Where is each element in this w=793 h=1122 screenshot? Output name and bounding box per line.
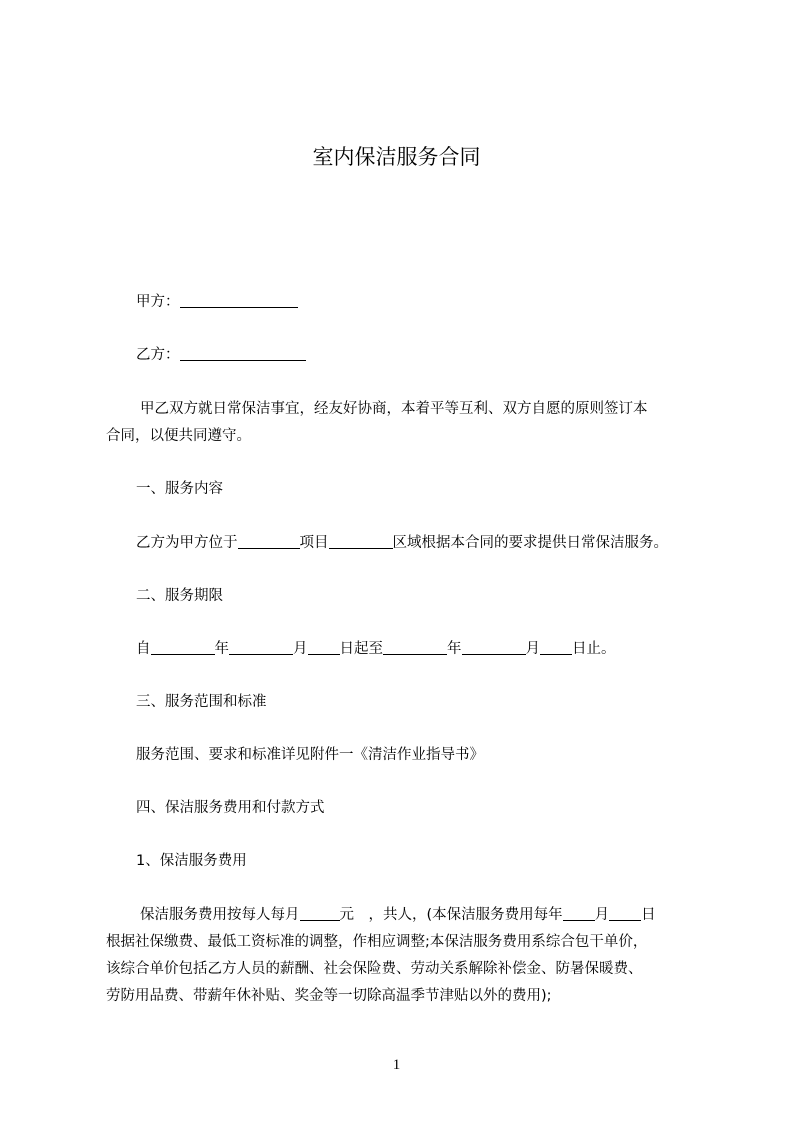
party-a-label: 甲方： <box>136 294 180 310</box>
page-number: 1 <box>392 1057 401 1073</box>
page-title: 室内保洁服务合同 <box>312 145 481 169</box>
period-year1: 年 <box>214 641 229 657</box>
section2-period <box>136 638 616 660</box>
intro-line-2: 合同，以便共同遵守。 <box>106 428 251 444</box>
fee-paragraph-line-4: 劳防用品费、带薪年休补贴、奖金等一切除高温季节津贴以外的费用); <box>106 988 552 1004</box>
section1-text <box>136 532 668 554</box>
section1-text-a: 乙方为甲方位于 <box>136 535 238 551</box>
party-b-label: 乙方： <box>136 347 180 363</box>
party-a-line <box>136 291 298 313</box>
fee-paragraph-line-3: 该综合单价包括乙方人员的薪酬、社会保险费、劳动关系解除补偿金、防暑保暖费、 <box>106 961 643 977</box>
section3-text: 服务范围、要求和标准详见附件一《清洁作业指导书》 <box>136 747 484 763</box>
project-blank <box>329 534 393 549</box>
period-from: 自 <box>136 641 151 657</box>
fee-text-d: 日 <box>641 907 656 923</box>
adjust-month-blank <box>563 906 595 921</box>
fee-text-b: 元 ，共人，(本保洁服务费用每年 <box>339 907 563 923</box>
period-day1: 日起至 <box>339 641 383 657</box>
party-b-blank <box>180 346 306 361</box>
section4-subheading-1: 1、保洁服务费用 <box>136 853 247 869</box>
start-year-blank <box>151 640 215 655</box>
fee-text-c: 月 <box>594 907 610 923</box>
period-year2: 年 <box>447 641 462 657</box>
section3-heading: 三、服务范围和标准 <box>136 694 267 710</box>
start-day-blank <box>308 640 340 655</box>
party-a-blank <box>180 293 298 308</box>
fee-paragraph-line-2: 根据社保缴费、最低工资标准的调整，作相应调整;本保洁服务费用系综合包干单价， <box>106 934 648 950</box>
section1-text-c: 区域根据本合同的要求提供日常保洁服务。 <box>392 535 668 551</box>
monthly-fee-blank <box>300 906 340 921</box>
fee-paragraph-line-1 <box>140 904 656 926</box>
fee-text-a: 保洁服务费用按每人每月 <box>140 907 300 923</box>
section2-heading: 二、服务期限 <box>136 588 223 604</box>
location-blank <box>238 534 300 549</box>
period-day2: 日止。 <box>572 641 616 657</box>
section4-heading: 四、保洁服务费用和付款方式 <box>136 800 325 816</box>
intro-line-1: 甲乙双方就日常保洁事宜，经友好协商，本着平等互利、双方自愿的原则签订本 <box>140 401 648 417</box>
end-day-blank <box>540 640 572 655</box>
section1-text-b: 项目 <box>299 535 329 551</box>
section1-heading: 一、服务内容 <box>136 481 223 497</box>
period-month1: 月 <box>293 641 308 657</box>
party-b-line <box>136 344 306 366</box>
end-year-blank <box>383 640 447 655</box>
start-month-blank <box>229 640 293 655</box>
adjust-day-blank <box>609 906 641 921</box>
end-month-blank <box>462 640 526 655</box>
period-month2: 月 <box>525 641 540 657</box>
